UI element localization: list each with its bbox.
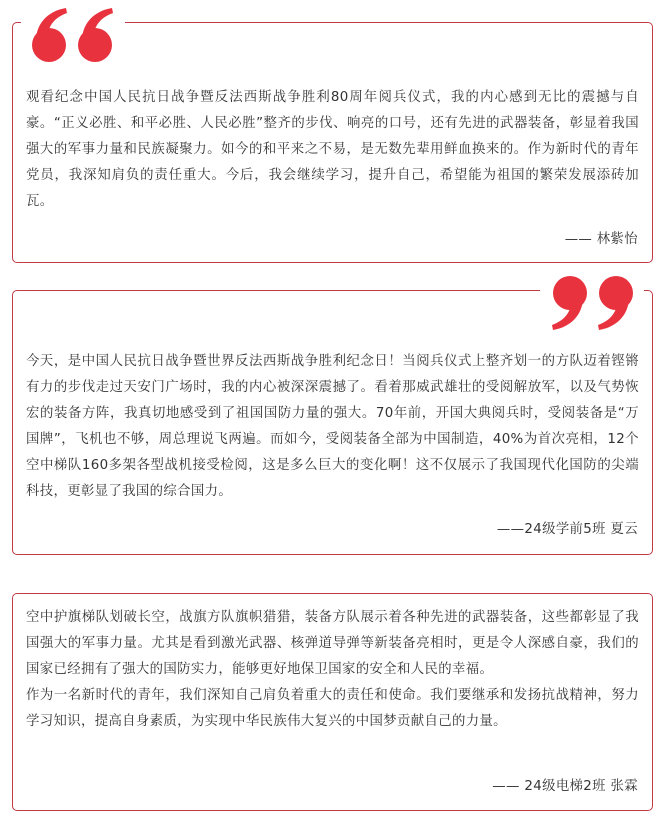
paragraph: 作为一名新时代的青年，我们深知自己肩负着重大的责任和使命。我们要继承和发扬抗战精神，努力学习知识，提高自身素质，为实现中华民族伟大复兴的中国梦贡献自己的力量。 — [26, 688, 639, 729]
open-quote-icon — [21, 7, 125, 63]
close-quote-icon — [540, 275, 644, 331]
paragraph: 观看纪念中国人民抗日战争暨反法西斯战争胜利80周年阅兵仪式，我的内心感到无比的震撼与自豪。“正义必胜、和平必胜、人民必胜”整齐的步伐、响亮的口号，还有先进的武器装备，彰显着我国强大的军事力量和民族凝聚力。如今的和平来之不易，是无数先辈用鲜血换来的。作为新时代的青年党员，我深知肩负的责任重大。今后，我会继续学习，提升自己，希望能为祖国的繁荣发展添砖加瓦。 — [26, 90, 639, 209]
reflection-text — [26, 605, 639, 735]
reflection-text — [26, 85, 639, 215]
paragraph: 今天，是中国人民抗日战争暨世界反法西斯战争胜利纪念日！当阅兵仪式上整齐划一的方队迈着铿锵有力的步伐走过天安门广场时，我的内心被深深震撼了。看着那威武雄壮的受阅解放军，以及气势恢宏的装备方阵，我真切地感受到了祖国国防力量的强大。70年前，开国大典阅兵时，受阅装备是“万国牌”，飞机也不够，周总理说飞两遍。而如今，受阅装备全部为中国制造，40%为首次亮相，12个空中梯队160多架各型战机接受检阅，这是多么巨大的变化啊！这不仅展示了我国现代化国防的尖端科技，更彰显了我国的综合国力。 — [26, 354, 639, 499]
author-signature: —— 林紫怡 — [564, 232, 638, 247]
reflection-card-3 — [12, 593, 653, 811]
reflection-text — [26, 349, 639, 505]
author-signature: —— 24级电梯2班 张霖 — [492, 779, 638, 794]
reflection-card-2 — [12, 290, 653, 555]
paragraph: 空中护旗梯队划破长空，战旗方队旗帜猎猎，装备方队展示着各种先进的武器装备，这些都彰显了我国强大的军事力量。尤其是看到激光武器、核弹道导弹等新装备亮相时，更是令人深感自豪，我们的国家已经拥有了强大的国防实力，能够更好地保卫国家的安全和人民的幸福。 — [26, 610, 639, 677]
author-signature: ——24级学前5班 夏云 — [496, 522, 638, 537]
reflection-card-1 — [12, 22, 653, 263]
